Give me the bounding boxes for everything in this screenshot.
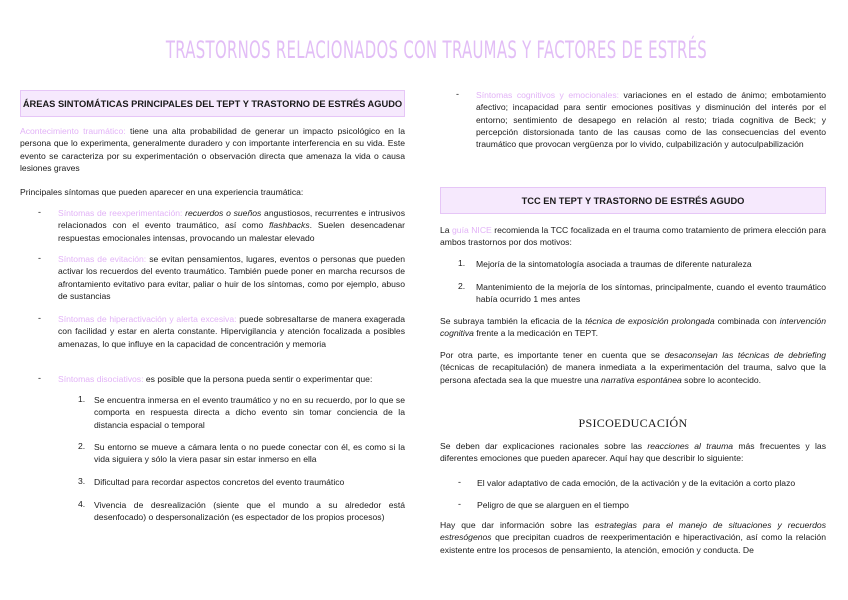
estrategias-paragraph: Hay que dar información sobre las estrategias para el manejo de situaciones y recuerdos estresógenos que precipitan cuadros de reexperimentación e hiperactivación, así como la relación existente entre los procesos de pensamiento, la atención, emoción y conducta. De [440,520,826,555]
numbered-item: Mejoría de la sintomatología asociada a traumas de diferente naturaleza [476,259,752,269]
bullet-dash: - [458,477,461,487]
bullet-dash: - [456,89,459,99]
numbered-item: Su entorno se mueve a cámara lenta o no puede conectar con él, es como si la vida siguiera y sólo la viera pasar sin estar inmerso en ella [94,442,405,465]
bullet-dash: - [458,499,461,509]
list-number: 2. [458,281,466,291]
exposicion-paragraph: Se subraya también la eficacia de la técnica de exposición prolongada combinada con intervención cognitiva frente a la medicación en TEPT. [440,316,826,339]
document-title: TRASTORNOS RELACIONADOS CON TRAUMAS Y FACTORES DE ESTRÉS [165,36,708,64]
guia-nice-link[interactable]: guía NICE [452,225,492,235]
debriefing-paragraph: Por otra parte, es importante tener en cuenta que se desaconsejan las técnicas de debriefing (técnicas de recapitulación) de manera inmediata a la experimentación del trauma, salvo que la persona afectada sea la que muestre una narrativa espontánea sobre lo acontecido. [440,350,826,385]
intro-paragraph: Acontecimiento traumático: tiene una alta probabilidad de generar un impacto psicológico en la persona que lo experimenta, generalmente duradero y con importante interferencia en su vida. Este evento se caracteriza por su experimentación o observación directa que amenaza la vida o causa lesiones graves [20,126,405,173]
section-heading-areas: ÁREAS SINTOMÁTICAS PRINCIPALES DEL TEPT Y TRASTORNO DE ESTRÉS AGUDO [20,90,405,117]
bullet-dash: - [38,253,41,263]
bullet-hiperactivacion: Síntomas de hiperactivación y alerta excesiva: puede sobresaltarse de manera exagerada con facilidad y estar en alerta constante. Hipervigilancia y atención focalizada a posibles amenazas, lo que influye en la capacidad de concentración y memoria [58,314,405,349]
section-heading-tcc: TCC EN TEPT Y TRASTORNO DE ESTRÉS AGUDO [440,187,826,214]
bullet-cognitivos: Síntomas cognitivos y emocionales: variaciones en el estado de ánimo; embotamiento afectivo; incapacidad para sentir emociones positivas y disminución del interés por el entorno; sentimiento de desapego en relación al resto; triada cognitiva de Beck; y percepción distorsionada tanto de las causas como de las consecuencias del evento traumático que provocan vergüenza por lo vivido, culpabilización y autoculpabilización [476,90,826,150]
bullet-evitacion: Síntomas de evitación: se evitan pensamientos, lugares, eventos o personas que pueden activar los recuerdos del evento traumático. También puede poner en marcha recursos de afrontamiento evitativo para evitar, paliar o huir de los síntomas, como por ejemplo, abuso de sustancias [58,254,405,301]
bullet-dash: - [38,373,41,383]
psicoeducacion-paragraph: Se deben dar explicaciones racionales sobre las reacciones al trauma más frecuentes y las diferentes emociones que pueden aparecer. Aquí hay que describir lo siguiente: [440,441,826,464]
bullet-dash: - [38,313,41,323]
dash-item: Peligro de que se alarguen en el tiempo [477,500,629,510]
bullet-disociativos: Síntomas disociativos: es posible que la persona pueda sentir o experimentar que: [58,374,373,384]
bullet-dash: - [38,207,41,217]
dash-item: El valor adaptativo de cada emoción, de la activación y de la evitación a corto plazo [477,478,796,488]
nice-paragraph: La guía NICE recomienda la TCC focalizada en el trauma como tratamiento de primera elección para ambos trastornos por dos motivos: [440,225,826,248]
numbered-item: Mantenimiento de la mejoría de los síntomas, principalmente, cuando el evento traumático había ocurrido 1 mes antes [476,282,826,305]
list-number: 2. [78,441,86,451]
list-number: 3. [78,476,86,486]
numbered-item: Se encuentra inmersa en el evento traumático y no en su recuerdo, por lo que se comporta en respuesta directa a dicho evento sin tomar conciencia de la distancia espacial o temporal [94,395,405,430]
list-number: 4. [78,499,86,509]
numbered-item: Vivencia de desrealización (siente que el mundo a su alrededor está desenfocado) o despersonalización (es espectador de los propios procesos) [94,500,405,523]
lead-paragraph: Principales síntomas que pueden aparecer en una experiencia traumática: [20,187,304,197]
list-number: 1. [458,258,466,268]
bullet-reexperimentacion: Síntomas de reexperimentación: recuerdos o sueños angustiosos, recurrentes e intrusivos relacionados con el evento traumático, así como flashbacks. Suelen desencadenar respuestas emocionales intensas, provocando un malestar elevado [58,208,406,243]
numbered-item: Dificultad para recordar aspectos concretos del evento traumático [94,477,345,487]
psicoeducacion-heading: PSICOEDUCACIÓN [578,416,688,430]
list-number: 1. [78,394,86,404]
